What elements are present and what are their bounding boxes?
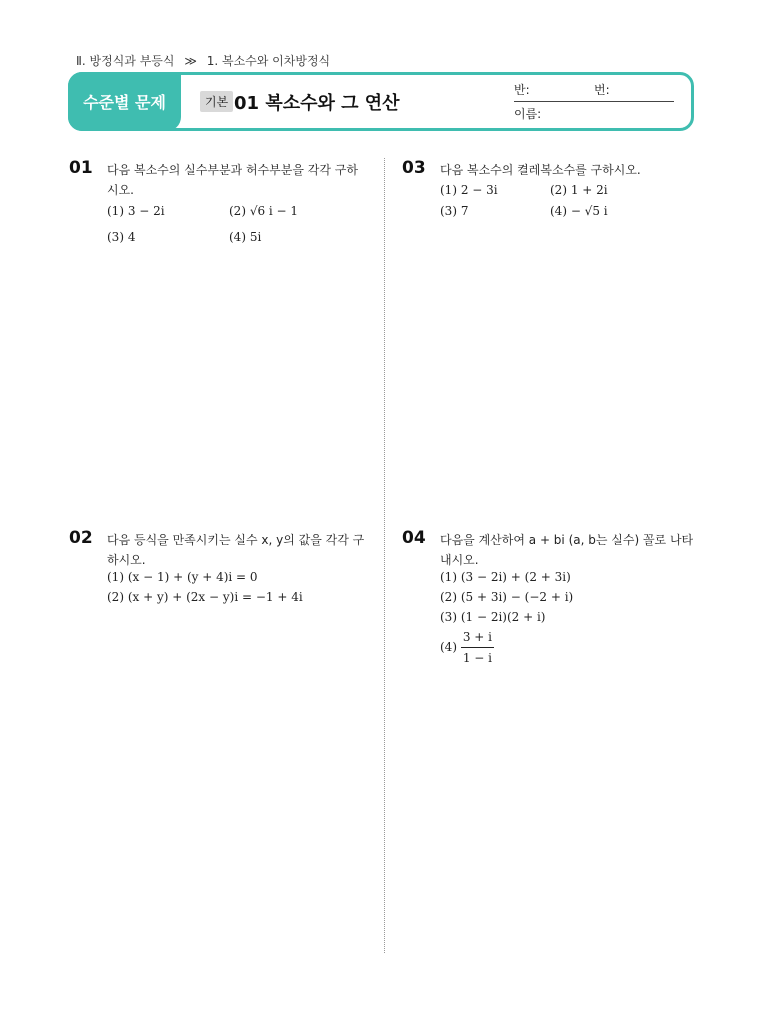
problem-item: (4) 5i <box>229 230 262 244</box>
problem-item: (3) 4 <box>107 230 136 244</box>
problem-number: 03 <box>402 158 426 178</box>
problem-item-fraction <box>440 627 494 668</box>
problem-item: (1) (3 − 2i) + (2 + 3i) <box>440 570 571 584</box>
breadcrumb-unit: Ⅱ. 방정식과 부등식 <box>76 54 175 68</box>
problem-item: (2) 1 + 2i <box>550 183 608 197</box>
problem-number: 01 <box>69 158 93 178</box>
problem-item: (1) 2 − 3i <box>440 183 498 197</box>
difficulty-tag: 기본 <box>200 91 233 112</box>
problem-text: 다음 복소수의 켤레복소수를 구하시오. <box>440 163 641 177</box>
problem-number: 02 <box>69 528 93 548</box>
worksheet-title: 01 복소수와 그 연산 <box>234 93 400 114</box>
name-field-label: 이름: <box>514 107 542 121</box>
problem-item: (2) (x + y) + (2x − y)i = −1 + 4i <box>107 590 303 604</box>
field-underline <box>514 101 674 102</box>
problem-text: 다음을 계산하여 a + bi (a, b는 실수) 꼴로 나타내시오. <box>440 533 694 567</box>
column-divider <box>384 158 385 953</box>
problem-text: 다음 등식을 만족시키는 실수 x, y의 값을 각각 구하시오. <box>107 533 365 567</box>
problem-item: (1) 3 − 2i <box>107 204 165 218</box>
breadcrumb-separator: ≫ <box>184 54 197 68</box>
worksheet-header <box>68 72 694 132</box>
problem-item: (3) 7 <box>440 204 469 218</box>
number-field-label: 번: <box>594 83 610 97</box>
problem-item: (2) (5 + 3i) − (−2 + i) <box>440 590 574 604</box>
item-label: (4) <box>440 640 457 654</box>
problem-item: (3) (1 − 2i)(2 + i) <box>440 610 546 624</box>
breadcrumb-section: 1. 복소수와 이차방정식 <box>206 54 331 68</box>
problem-text: 다음 복소수의 실수부분과 허수부분을 각각 구하시오. <box>107 163 358 197</box>
breadcrumb <box>76 52 336 69</box>
problem-item: (1) (x − 1) + (y + 4)i = 0 <box>107 570 258 584</box>
level-badge: 수준별 문제 <box>68 72 181 131</box>
fraction <box>461 627 494 668</box>
problem-item: (4) − √5 i <box>550 204 608 218</box>
fraction-denominator: 1 − i <box>462 651 492 665</box>
problem-number: 04 <box>402 528 426 548</box>
class-field-label: 반: <box>514 83 530 97</box>
fraction-numerator: 3 + i <box>461 627 494 648</box>
problem-item: (2) √6 i − 1 <box>229 204 299 218</box>
